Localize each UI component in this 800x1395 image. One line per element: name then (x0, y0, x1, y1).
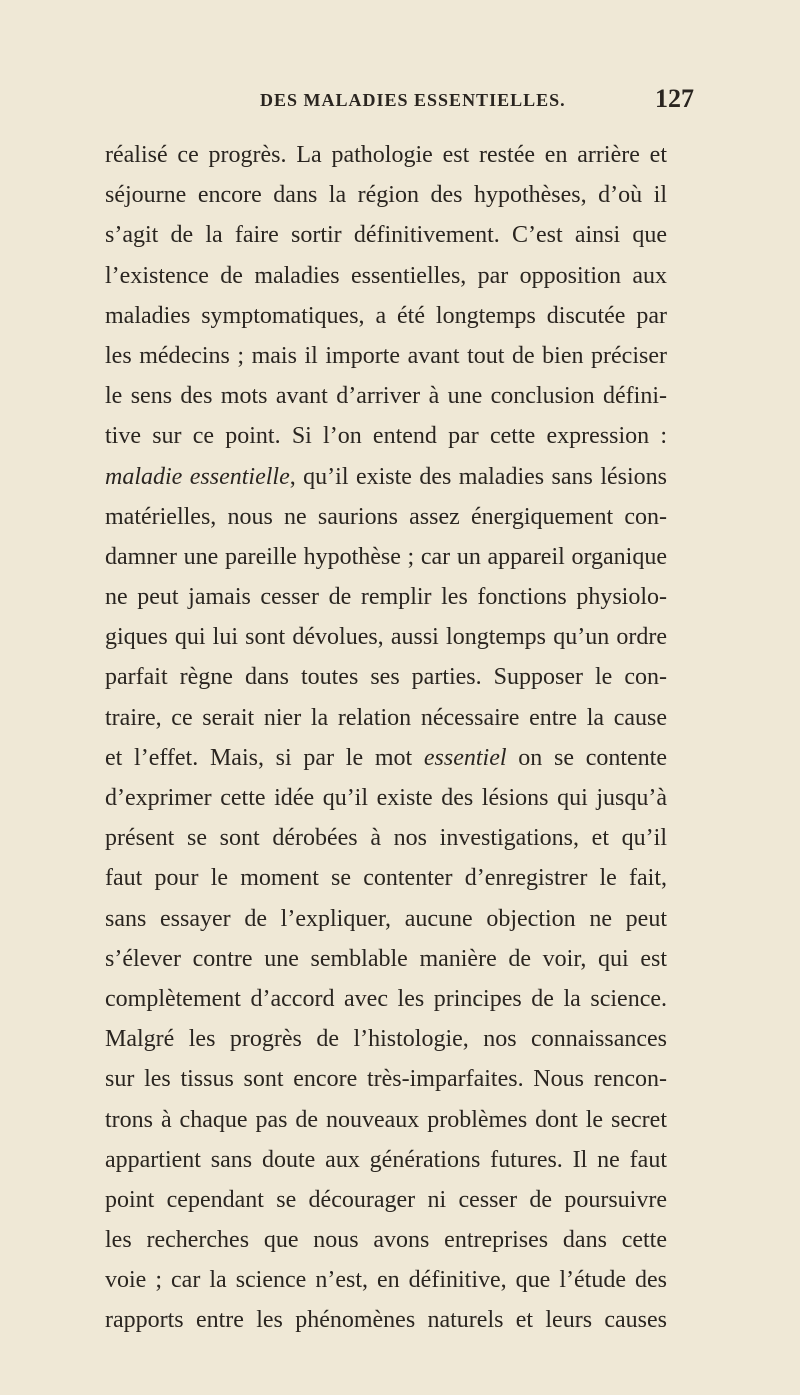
text-line: réalisé ce progrès. La pathologie est restée en arrière et (105, 142, 667, 168)
text-line (105, 457, 667, 497)
text-line: le sens des mots avant d’arriver à une conclusion défini- (105, 383, 667, 410)
text-line: voie ; car la science n’est, en définitive, que l’étude des (105, 1267, 667, 1294)
italic-term: essentiel (423, 744, 507, 771)
text-line: point cependant se décourager ni cesser de poursuivre (105, 1186, 667, 1213)
page-number: 127 (655, 84, 694, 113)
text-line: complètement d’accord avec les principes de la science. (105, 985, 667, 1012)
text-line: maladies symptomatiques, a été longtemps discutée par (105, 302, 667, 329)
text-line: rapports entre les phénomènes naturels et leurs causes (105, 1307, 667, 1334)
text-line: giques qui lui sont dévolues, aussi longtemps qu’un ordre (105, 624, 667, 651)
text-line: ne peut jamais cesser de remplir les fonctions physiolo- (105, 584, 667, 611)
text-line (105, 738, 667, 778)
running-head: DES MALADIES ESSENTIELLES. (260, 90, 566, 110)
text-line: d’exprimer cette idée qu’il existe des lésions qui jusqu’à (105, 785, 667, 811)
text-line: Malgré les progrès de l’histologie, nos connaissances (105, 1026, 667, 1053)
text-segment: et l’effet. Mais, si par le mot (105, 744, 424, 771)
italic-term: maladie essentielle (105, 463, 290, 490)
text-line: séjourne encore dans la région des hypothèses, d’où il (105, 182, 667, 209)
text-line: les recherches que nous avons entreprises dans cette (105, 1227, 667, 1254)
text-segment: on se contente (506, 744, 667, 771)
text-line: appartient sans doute aux générations futures. Il ne faut (105, 1146, 667, 1173)
text-segment: , qu’il existe des maladies sans lésions (289, 463, 667, 490)
text-line: parfait règne dans toutes ses parties. Supposer le con- (105, 664, 667, 691)
text-line: tive sur ce point. Si l’on entend par cette expression : (105, 423, 667, 450)
text-line: s’élever contre une semblable manière de voir, qui est (105, 945, 667, 972)
text-line: sur les tissus sont encore très-imparfaites. Nous rencon- (105, 1066, 667, 1093)
text-line: présent se sont dérobées à nos investigations, et qu’il (105, 825, 667, 852)
text-line: les médecins ; mais il importe avant tout de bien préciser (105, 342, 667, 369)
text-line: sans essayer de l’expliquer, aucune objection ne peut (105, 905, 667, 932)
body-text (105, 135, 667, 1341)
text-line: s’agit de la faire sortir définitivement. C’est ainsi que (105, 222, 667, 249)
text-line: faut pour le moment se contenter d’enregistrer le fait, (105, 865, 667, 892)
text-line: matérielles, nous ne saurions assez énergiquement con- (105, 503, 667, 530)
text-line: trons à chaque pas de nouveaux problèmes dont le secret (105, 1106, 667, 1133)
text-line: traire, ce serait nier la relation nécessaire entre la cause (105, 704, 667, 731)
text-line: damner une pareille hypothèse ; car un appareil organique (105, 543, 667, 570)
text-line: l’existence de maladies essentielles, par opposition aux (105, 262, 667, 289)
